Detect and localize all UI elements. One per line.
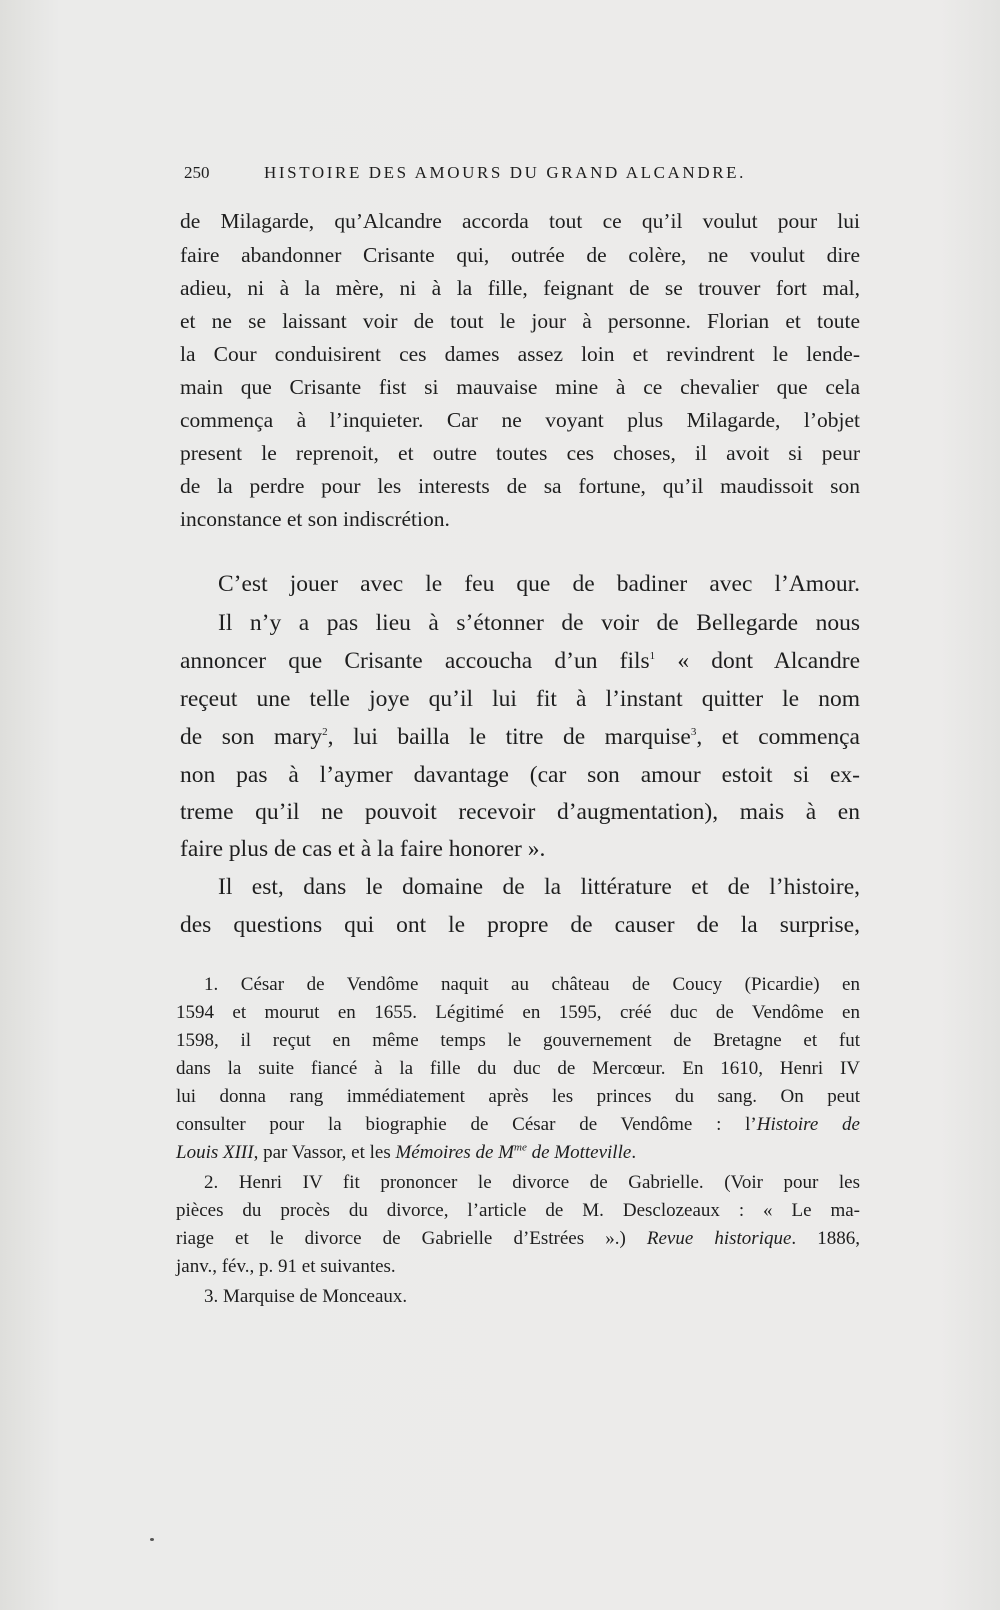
text-span: « dont Alcandre xyxy=(655,648,860,674)
text-span: riage et le divorce de Gabrielle d’Estrées ».) xyxy=(176,1228,647,1249)
text-line: present le reprenoit, et outre toutes ces choses, il avoit si peur xyxy=(180,441,860,465)
journal-title: Revue historique xyxy=(646,1228,792,1249)
footnote-line xyxy=(176,1112,860,1140)
footnote-line xyxy=(176,1140,860,1168)
text-line: faire abandonner Crisante qui, outrée de colère, ne voulut dire xyxy=(180,243,860,267)
text-line: la Cour conduisirent ces dames assez loin et revindrent le lende- xyxy=(180,342,860,366)
footnote-line: janv., fév., p. 91 et suivantes. xyxy=(176,1256,396,1277)
book-title xyxy=(395,1142,631,1163)
text-line: Il est, dans le domaine de la littérature et de l’histoire, xyxy=(218,874,860,900)
text-line: main que Crisante fist si mauvaise mine à ce chevalier que cela xyxy=(180,375,860,399)
text-line: des questions qui ont le propre de causer de la surprise, xyxy=(180,912,860,938)
text-line: reçeut une telle joye qu’il lui fit à l’instant quitter le nom xyxy=(180,686,860,712)
footnote-3: 3. Marquise de Monceaux. xyxy=(204,1286,408,1307)
book-title: Louis XIII xyxy=(176,1142,254,1163)
text-line: C’est jouer avec le feu que de badiner avec l’Amour. xyxy=(218,571,860,597)
footnote-1: 1. César de Vendôme naquit au château de Coucy (Picardie) en xyxy=(204,974,860,995)
superscript: me xyxy=(514,1141,527,1154)
footnote-ref-3: 3 xyxy=(690,726,697,739)
text-line: commença à l’inquieter. Car ne voyant plus Milagarde, l’objet xyxy=(180,408,860,432)
text-line: adieu, ni à la mère, ni à la fille, feignant de se trouver fort mal, xyxy=(180,276,860,300)
text-line: non pas à l’aymer davantage (car son amour estoit si ex- xyxy=(180,762,860,788)
footnote-ref-2: 2 xyxy=(322,726,328,739)
text-span: . 1886, xyxy=(791,1228,860,1249)
text-span: , et commença xyxy=(696,724,860,750)
footnote-ref-1: 1 xyxy=(649,650,656,663)
text-line xyxy=(180,646,860,678)
text-line: et ne se laissant voir de tout le jour à personne. Florian et toute xyxy=(180,309,860,333)
text-line xyxy=(180,722,860,754)
footnote-line: 1598, il reçut en même temps le gouvernement de Bretagne et fut xyxy=(176,1030,860,1051)
paper-speck xyxy=(150,1538,154,1541)
text-line: Il n’y a pas lieu à s’étonner de voir de Bellegarde nous xyxy=(218,610,860,636)
footnote-line xyxy=(176,1226,860,1254)
text-line: de la perdre pour les interests de sa fortune, qu’il maudissoit son xyxy=(180,474,860,498)
text-span: , lui bailla le titre de marquise xyxy=(327,724,691,750)
page-number: 250 xyxy=(184,163,210,182)
footnote-line: lui donna rang immédiatement après les princes du sang. On peut xyxy=(176,1086,860,1107)
text-span: consulter pour la biographie de César de Vendôme : l’ xyxy=(176,1114,757,1135)
text-line: treme qu’il ne pouvoit recevoir d’augmentation), mais à en xyxy=(180,799,860,825)
text-span: de Motteville xyxy=(526,1142,632,1163)
footnote-line: pièces du procès du divorce, l’article de M. Desclozeaux : « Le ma- xyxy=(176,1200,860,1221)
running-title: HISTOIRE DES AMOURS DU GRAND ALCANDRE. xyxy=(264,163,746,182)
text-line: inconstance et son indiscrétion. xyxy=(180,507,450,531)
text-line: de Milagarde, qu’Alcandre accorda tout ce qu’il voulut pour lui xyxy=(180,209,860,233)
text-span: . xyxy=(631,1142,637,1163)
text-line: faire plus de cas et à la faire honorer ». xyxy=(180,836,546,862)
book-title: Histoire de xyxy=(756,1114,860,1135)
page-header xyxy=(184,163,814,189)
text-span: de son mary xyxy=(180,724,323,750)
footnote-line: dans la suite fiancé à la fille du duc de Mercœur. En 1610, Henri IV xyxy=(176,1058,860,1079)
text-span: , par Vassor, et les xyxy=(253,1142,396,1163)
footnote-line: 1594 et mourut en 1655. Légitimé en 1595, créé duc de Vendôme en xyxy=(176,1002,860,1023)
footnote-2: 2. Henri IV fit prononcer le divorce de Gabrielle. (Voir pour les xyxy=(204,1172,860,1193)
text-span: annoncer que Crisante accoucha d’un fils xyxy=(180,648,650,674)
text-span: Mémoires de M xyxy=(395,1142,515,1163)
